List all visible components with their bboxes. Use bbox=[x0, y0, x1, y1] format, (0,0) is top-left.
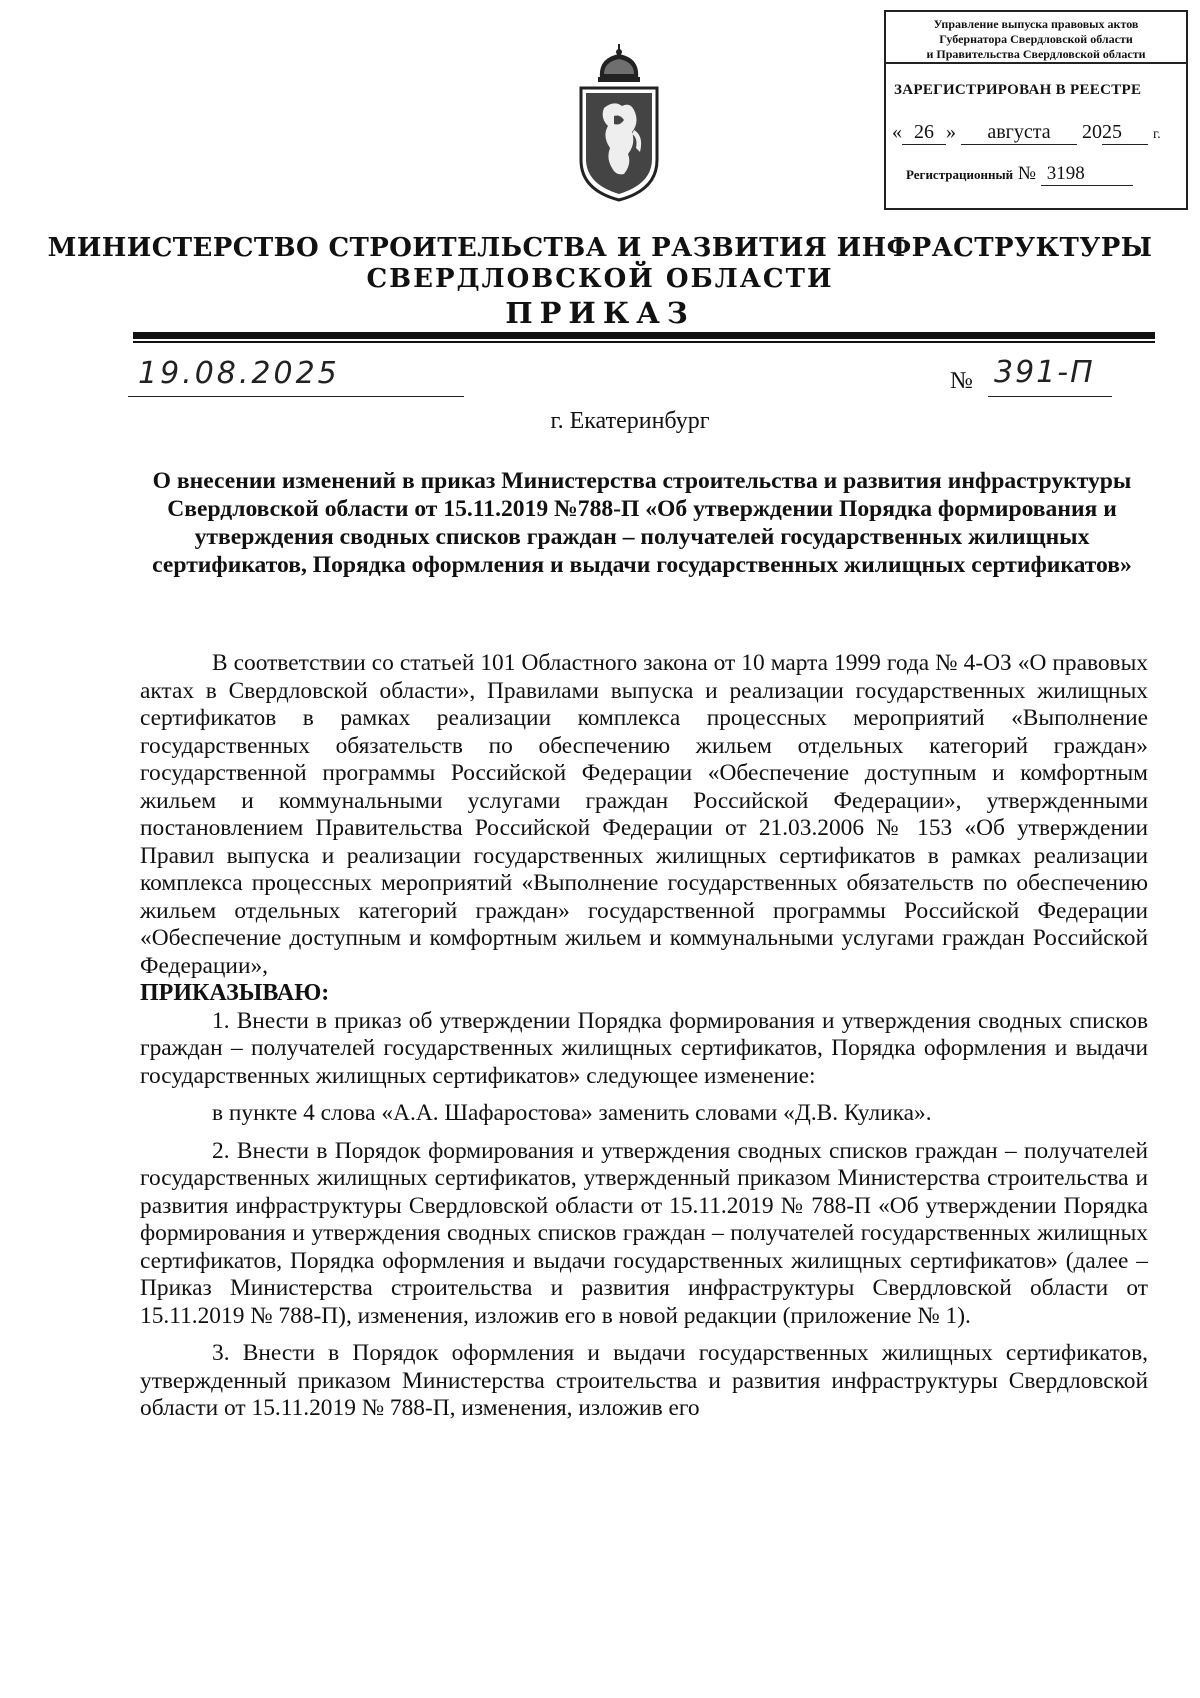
registry-title: ЗАРЕГИСТРИРОВАН В РЕЕСТРЕ bbox=[894, 82, 1142, 98]
document-body bbox=[140, 650, 1148, 1423]
registry-header-line: Управление выпуска правовых актов bbox=[933, 17, 1139, 31]
order-date-underline bbox=[128, 396, 464, 397]
registry-month: августа bbox=[961, 121, 1077, 145]
item-3-paragraph: 3. Внести в Порядок оформления и выдачи государственных жилищных сертификатов, утвержденный приказом Министерства строительства и развития инфраструктуры Свердловской области от 15.11.2019 № 788-П, изменения, изложив его bbox=[140, 1340, 1148, 1421]
registry-year-suffix: 25 bbox=[1102, 121, 1148, 145]
ministry-title-line1: МИНИСТЕРСТВО СТРОИТЕЛЬСТВА И РАЗВИТИЯ ИНФРАСТРУКТУРЫ bbox=[47, 233, 1153, 263]
coat-of-arms-icon bbox=[574, 40, 664, 205]
registry-header-line: и Правительства Свердловской области bbox=[926, 47, 1146, 61]
registry-header-line: Губернатора Свердловской области bbox=[939, 32, 1133, 46]
registry-quote-open: « bbox=[892, 121, 902, 143]
item-1-paragraph: 1. Внести в приказ об утверждении Порядка формирования и утверждения сводных списков граждан – получателей государственных жилищных сертификатов, Порядка оформления и выдачи государственных жилищных сертификатов» следующее изменение: bbox=[140, 1007, 1148, 1089]
header-rule-thick bbox=[133, 332, 1155, 339]
registry-number-label: Регистрационный bbox=[906, 167, 1014, 182]
registry-year-unit: г. bbox=[1153, 127, 1161, 142]
order-number-label: № bbox=[950, 368, 973, 394]
registry-stamp bbox=[884, 10, 1188, 210]
preamble-paragraph: В соответствии со статьей 101 Областного закона от 10 марта 1999 года № 4-ОЗ «О правовых актах в Свердловской области», Правилами выпуска и реализации государственных жилищных сертификатов в рамках реализации комплекса процессных мероприятий «Выполнение государственных обязательств по обеспечению жильем отдельных категорий граждан» государственной программы Российской Федерации «Обеспечение доступным и комфортным жильем и коммунальными услугами граждан Российской Федерации», утвержденными постановлением Правительства Российской Федерации от 21.03.2006 № 153 «Об утверждении Правил выпуска и реализации государственных жилищных сертификатов в рамках реализации комплекса процессных мероприятий «Выполнение государственных обязательств по обеспечению жильем отдельных категорий граждан» государственной программы Российской Федерации «Обеспечение доступным и комфортным жильем и коммунальными услугами граждан Российской Федерации», bbox=[140, 650, 1148, 979]
item-2-paragraph: 2. Внести в Порядок формирования и утверждения сводных списков граждан – получателей государственных жилищных сертификатов, утвержденный приказом Министерства строительства и развития инфраструктуры Свердловской области от 15.11.2019 № 788-П «Об утверждении Порядка формирования и утверждения сводных списков граждан – получателей государственных жилищных сертификатов, Порядка оформления и выдачи государственных жилищных сертификатов» (далее – Приказ Министерства строительства и развития инфраструктуры Свердловской области от 15.11.2019 № 788-П), изменения, изложив его в новой редакции (приложение № 1). bbox=[140, 1137, 1148, 1329]
registry-quote-close: » bbox=[946, 121, 956, 143]
ministry-title-line2: СВЕРДЛОВСКОЙ ОБЛАСТИ bbox=[366, 264, 834, 294]
registry-number-sign: № bbox=[1017, 163, 1036, 184]
registry-number-line bbox=[906, 163, 1186, 186]
ordering-heading: ПРИКАЗЫВАЮ: bbox=[140, 980, 330, 1006]
registry-stamp-header bbox=[886, 12, 1186, 64]
order-date: 19.08.2025 bbox=[138, 356, 340, 391]
item-1-detail: в пункте 4 слова «А.А. Шафаростова» заменить словами «Д.В. Кулика». bbox=[212, 1100, 932, 1126]
registry-year-prefix: 20 bbox=[1082, 121, 1102, 143]
registry-day: 26 bbox=[902, 121, 946, 145]
registry-date bbox=[892, 121, 1186, 145]
registry-number: 3198 bbox=[1041, 163, 1133, 186]
order-number-underline bbox=[988, 396, 1112, 397]
order-number: 391-П bbox=[994, 355, 1095, 390]
header-rule-thin bbox=[133, 341, 1155, 343]
city: г. Екатеринбург bbox=[550, 408, 710, 434]
order-subject: О внесении изменений в приказ Министерства строительства и развития инфраструктуры Свердловской области от 15.11.2019 №788-П «Об утверждении Порядка формирования и утверждения сводных списков граждан – получателей государственных жилищных сертификатов, Порядка оформления и выдачи государственных жилищных сертификатов» bbox=[152, 468, 1132, 578]
order-title: ПРИКАЗ bbox=[505, 296, 695, 330]
